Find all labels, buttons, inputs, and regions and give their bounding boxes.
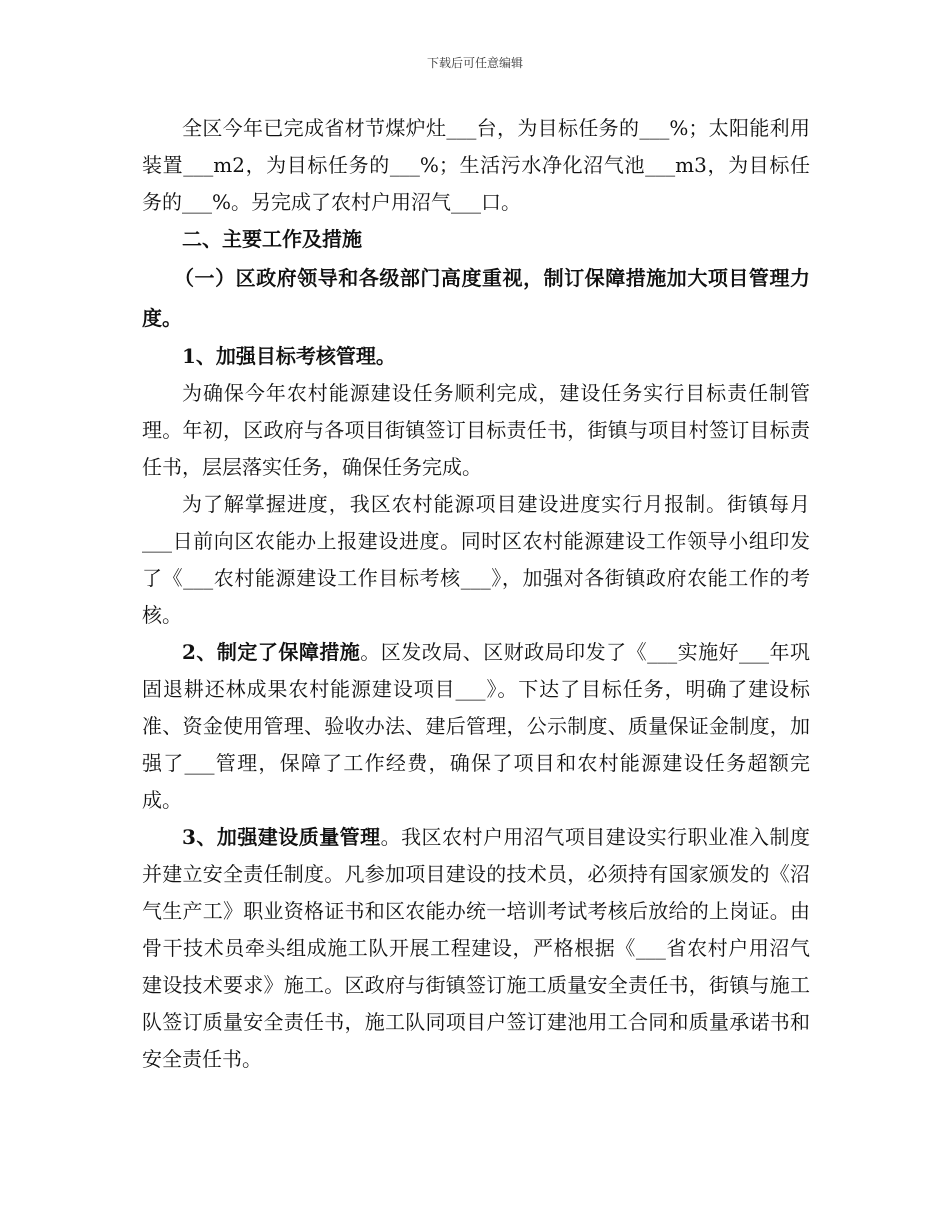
section-heading: 二、主要工作及措施 <box>182 227 362 251</box>
document-body <box>142 110 810 1078</box>
page-header: 下载后可任意编辑 <box>426 56 523 70</box>
item3-lead: 3、加强建设质量管理 <box>182 825 381 849</box>
item1-heading: 1、加强目标考核管理。 <box>182 344 396 368</box>
item2-paragraph <box>142 634 810 819</box>
item2-body: 。区发改局、区财政局印发了《___实施好___年巩固退耕还林成果农村能源建设项目___》。下达了目标任务，明确了建设标准、资金使用管理、验收办法、建后管理，公示制度、质量保证金制度，加强了___管理，保障了工作经费，确保了项目和农村能源建设任务超额完成。 <box>142 640 811 812</box>
item1-paragraph-2: 为了解掌握进度，我区农村能源项目建设进度实行月报制。街镇每月___日前向区农能办上报建设进度。同时区农村能源建设工作领导小组印发了《___农村能源建设工作目标考核___》，加强对各街镇政府农能工作的考核。 <box>142 492 810 627</box>
subsection-heading: （一）区政府领导和各级部门高度重视，制订保障措施加大项目管理力度。 <box>142 266 810 330</box>
item1-paragraph-1: 为确保今年农村能源建设任务顺利完成，建设任务实行目标责任制管理。年初，区政府与各项目街镇签订目标责任书，街镇与项目村签订目标责任书，层层落实任务，确保任务完成。 <box>142 381 810 479</box>
item3-body: 。我区农村户用沼气项目建设实行职业准入制度并建立安全责任制度。凡参加项目建设的技术员，必须持有国家颁发的《沼气生产工》职业资格证书和区农能办统一培训考试考核后放给的上岗证。由骨干技术员牵头组成施工队开展工程建设，严格根据《___省农村户用沼气建设技术要求》施工。区政府与街镇签订施工质量安全责任书，街镇与施工队签订质量安全责任书，施工队同项目户签订建池用工合同和质量承诺书和安全责任书。 <box>142 825 810 1071</box>
item2-lead: 2、制定了保障措施 <box>182 640 361 664</box>
item3-paragraph <box>142 819 810 1078</box>
intro-paragraph: 全区今年已完成省材节煤炉灶___台，为目标任务的___%；太阳能利用装置___m2，为目标任务的___%；生活污水净化沼气池___m3，为目标任务的___%。另完成了农村户用沼气___口。 <box>142 116 810 214</box>
